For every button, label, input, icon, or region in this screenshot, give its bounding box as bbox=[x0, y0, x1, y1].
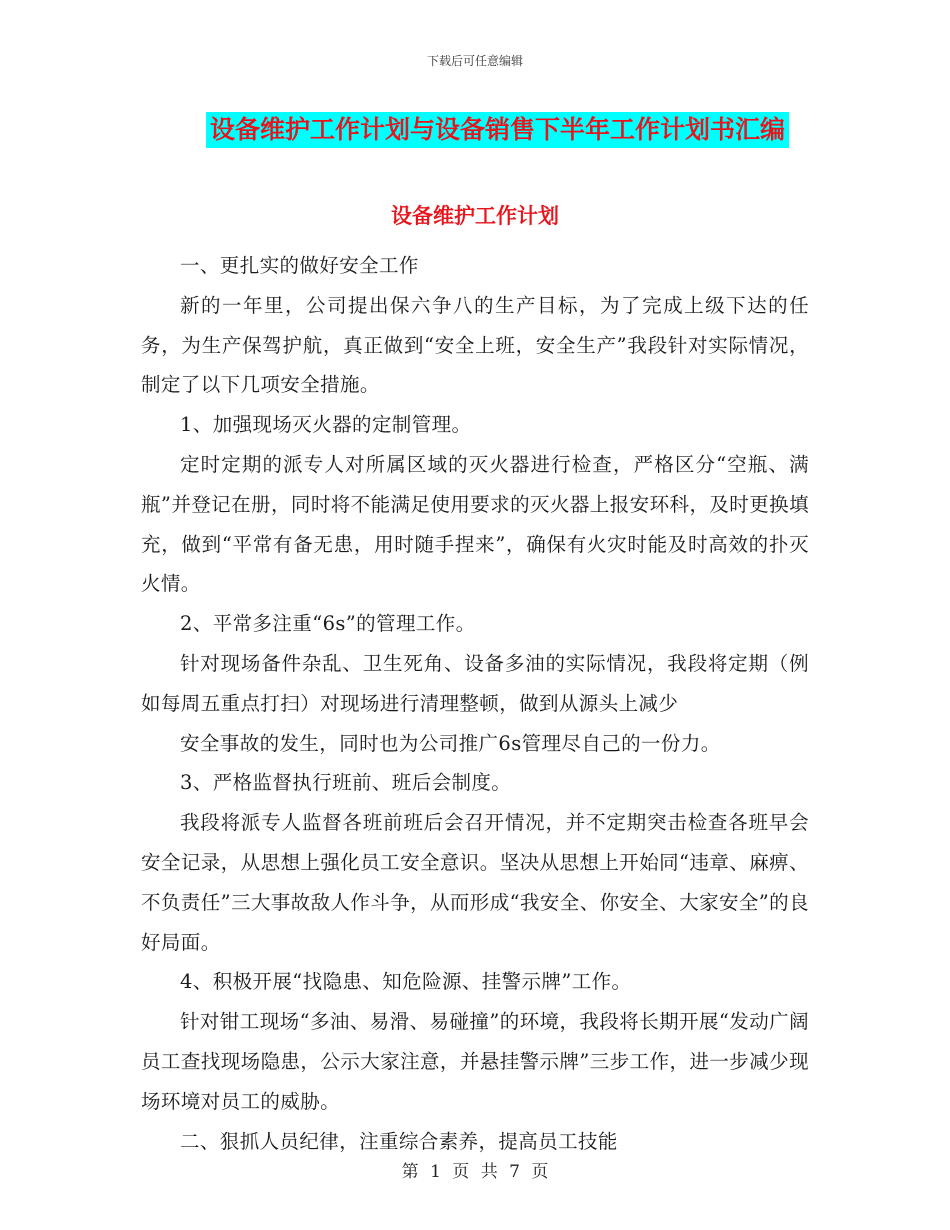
paragraph-heading-2: 二、狠抓人员纪律，注重综合素养，提高员工技能 bbox=[180, 1129, 618, 1153]
paragraph-subheading: 2、平常多注重“6s”的管理工作。 bbox=[180, 612, 476, 636]
document-title-container bbox=[0, 112, 950, 148]
page-header-note: 下载后可任意编辑 bbox=[426, 54, 523, 68]
paragraph: 新的一年里，公司提出保六争八的生产目标，为了完成上级下达的任务，为生产保驾护航，真正做到“安全上班，安全生产”我段针对实际情况，制定了以下几项安全措施。 bbox=[141, 293, 809, 397]
paragraph-heading-1: 一、更扎实的做好安全工作 bbox=[180, 254, 419, 277]
paragraph: 针对现场备件杂乱、卫生死角、设备多油的实际情况，我段将定期（例如每周五重点打扫）对现场进行清理整顿，做到从源头上减少 bbox=[141, 651, 809, 715]
paragraph: 我段将派专人监督各班前班后会召开情况，并不定期突击检查各班早会安全记录，从思想上强化员工安全意识。坚决从思想上开始同“违章、麻痹、不负责任”三大事故敌人作斗争，从而形成“我安全、你安全、大家安全”的良好局面。 bbox=[141, 811, 809, 954]
paragraph: 定时定期的派专人对所属区域的灭火器进行检查，严格区分“空瓶、满瓶”并登记在册，同时将不能满足使用要求的灭火器上报安环科，及时更换填充，做到“平常有备无患，用时随手捏来”，确保有火灾时能及时高效的扑灭火情。 bbox=[141, 452, 809, 596]
paragraph: 针对钳工现场“多油、易滑、易碰撞”的环境，我段将长期开展“发动广阔员工查找现场隐患，公示大家注意，并悬挂警示牌”三步工作，进一步减少现场环境对员工的威胁。 bbox=[141, 1010, 809, 1113]
paragraph: 安全事故的发生，同时也为公司推广6s管理尽自己的一份力。 bbox=[180, 731, 721, 755]
page-number-footer: 第 1 页 共 7 页 bbox=[401, 1162, 549, 1182]
section-title: 设备维护工作计划 bbox=[391, 204, 559, 228]
document-body bbox=[141, 246, 809, 1161]
paragraph-subheading: 3、严格监督执行班前、班后会制度。 bbox=[180, 771, 512, 795]
document-title: 设备维护工作计划与设备销售下半年工作计划书汇编 bbox=[206, 112, 789, 148]
paragraph-subheading: 1、加强现场灭火器的定制管理。 bbox=[180, 413, 472, 437]
paragraph-subheading: 4、积极开展“找隐患、知危险源、挂警示牌”工作。 bbox=[180, 970, 632, 994]
